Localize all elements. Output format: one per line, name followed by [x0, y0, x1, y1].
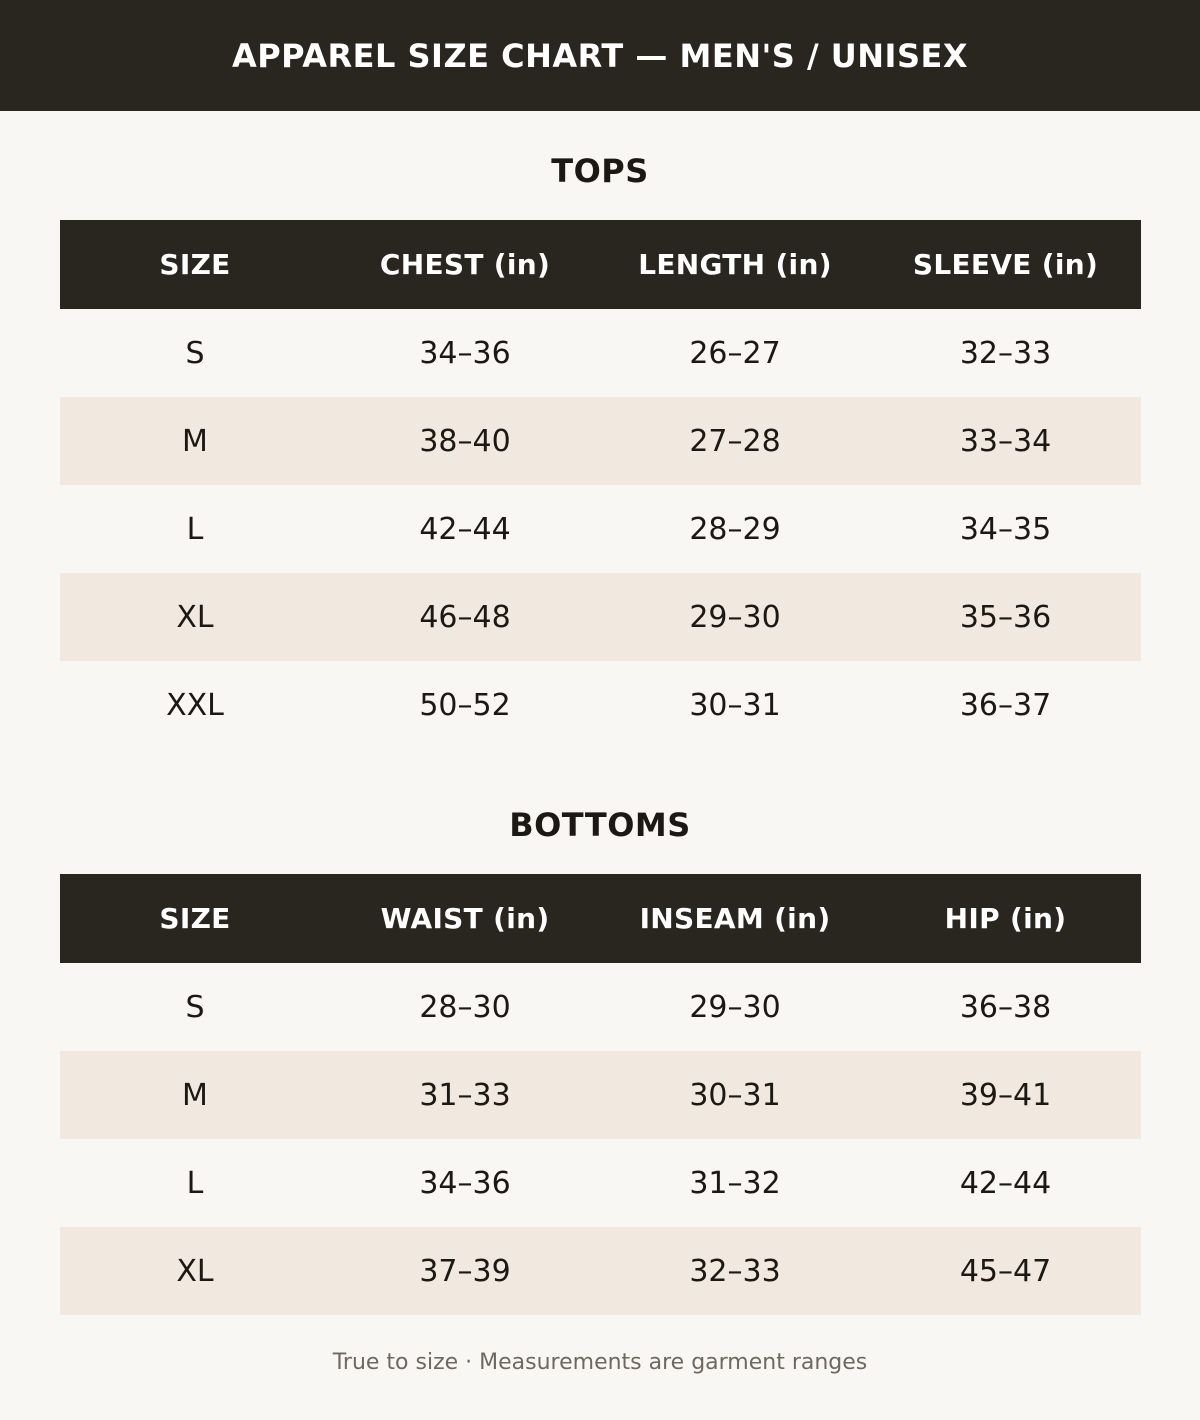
column-header: SLEEVE (in): [912, 248, 1099, 281]
measurement-cell: 32–33: [959, 335, 1052, 371]
table-row: [60, 1051, 1141, 1139]
measurement-cell: 35–36: [959, 599, 1052, 635]
table-row: [60, 963, 1141, 1051]
table-row: [60, 309, 1141, 397]
measurement-cell: 29–30: [689, 599, 781, 635]
measurement-cell: 33–34: [959, 423, 1052, 459]
size-cell: M: [182, 423, 208, 459]
measurement-cell: 34–36: [419, 335, 511, 371]
measurement-cell: 27–28: [689, 423, 781, 459]
size-cell: S: [185, 335, 205, 371]
column-header: CHEST (in): [379, 248, 551, 281]
measurement-cell: 31–33: [419, 1077, 511, 1113]
measurement-cell: 39–41: [959, 1077, 1052, 1113]
measurement-cell: 30–31: [689, 1077, 781, 1113]
column-header: LENGTH (in): [638, 248, 832, 281]
size-cell: S: [185, 989, 205, 1025]
size-cell: L: [186, 1165, 204, 1201]
table-row: [60, 397, 1141, 485]
measurement-cell: 32–33: [689, 1253, 781, 1289]
table-row: [60, 485, 1141, 573]
column-header: SIZE: [159, 248, 231, 281]
measurement-cell: 34–36: [419, 1165, 511, 1201]
measurement-cell: 31–32: [689, 1165, 781, 1201]
table-header-row: [60, 874, 1141, 963]
bottoms-size-table: [60, 874, 1141, 1315]
measurement-cell: 36–38: [959, 989, 1052, 1025]
measurement-cell: 42–44: [959, 1165, 1052, 1201]
tops-size-table: [60, 220, 1141, 749]
measurement-cell: 45–47: [959, 1253, 1052, 1289]
table-row: [60, 573, 1141, 661]
column-header: INSEAM (in): [639, 902, 831, 935]
measurement-cell: 36–37: [959, 687, 1052, 723]
page-title: APPAREL SIZE CHART — MEN'S / UNISEX: [0, 0, 1200, 111]
tops-section-title: TOPS: [551, 152, 649, 190]
measurement-cell: 30–31: [689, 687, 781, 723]
table-header-row: [60, 220, 1141, 309]
measurement-cell: 38–40: [419, 423, 511, 459]
size-cell: XL: [176, 1253, 214, 1289]
footnote: True to size · Measurements are garment ranges: [332, 1350, 868, 1375]
measurement-cell: 28–29: [689, 511, 781, 547]
table-row: [60, 1227, 1141, 1315]
column-header: WAIST (in): [380, 902, 550, 935]
size-cell: M: [182, 1077, 208, 1113]
measurement-cell: 26–27: [689, 335, 781, 371]
column-header: HIP (in): [944, 902, 1067, 935]
size-cell: L: [186, 511, 204, 547]
measurement-cell: 46–48: [419, 599, 511, 635]
measurement-cell: 37–39: [419, 1253, 511, 1289]
measurement-cell: 34–35: [959, 511, 1052, 547]
column-header: SIZE: [159, 902, 231, 935]
measurement-cell: 29–30: [689, 989, 781, 1025]
table-row: [60, 1139, 1141, 1227]
table-row: [60, 661, 1141, 749]
size-cell: XXL: [166, 687, 224, 723]
measurement-cell: 42–44: [419, 511, 511, 547]
measurement-cell: 50–52: [419, 687, 511, 723]
measurement-cell: 28–30: [419, 989, 511, 1025]
size-cell: XL: [176, 599, 214, 635]
bottoms-section-title: BOTTOMS: [509, 806, 691, 844]
